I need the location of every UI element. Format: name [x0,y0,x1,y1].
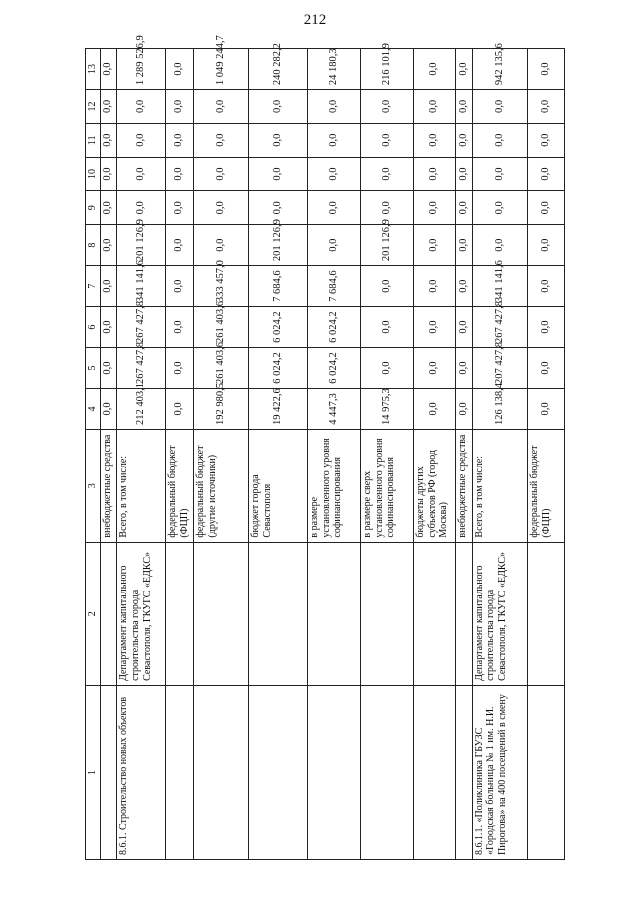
value-cell: 126 138,4 [472,389,527,430]
executor-cell [194,542,249,685]
executor-cell [249,542,307,685]
executor-cell [527,542,564,685]
value-cell: 0,0 [194,123,249,157]
funding-source-cell: федеральный бюджет (другие источники) [194,429,249,542]
value-cell: 0,0 [413,123,455,157]
object-name-cell [249,685,307,859]
value-cell: 333 457,0 [194,266,249,307]
value-cell: 0,0 [100,266,116,307]
budget-table [85,35,565,860]
executor-cell [100,542,116,685]
value-cell: 0,0 [413,157,455,191]
value-cell: 0,0 [413,266,455,307]
value-cell: 341 141,6 [472,266,527,307]
table-row [194,49,249,860]
funding-source-cell: в размере установленного уровня софинансирования [307,429,360,542]
value-cell: 0,0 [456,348,472,389]
value-cell: 0,0 [472,90,527,124]
value-cell: 0,0 [165,348,193,389]
value-cell: 0,0 [413,307,455,348]
value-cell: 0,0 [307,123,360,157]
value-cell: 261 403,6 [194,348,249,389]
executor-cell [307,542,360,685]
funding-source-cell: Всего, в том числе: [472,429,527,542]
value-cell: 0,0 [527,348,564,389]
value-cell: 0,0 [527,307,564,348]
table-row [100,49,116,860]
value-cell: 267 427,8 [117,348,166,389]
funding-source-cell: внебюджетные средства [100,429,116,542]
value-cell: 0,0 [100,348,116,389]
table-row [249,49,307,860]
value-cell: 7 684,6 [249,266,307,307]
column-header: 13 [86,49,101,90]
funding-source-cell: внебюджетные средства [456,429,472,542]
column-header: 9 [86,191,101,225]
value-cell: 207 427,8 [472,348,527,389]
value-cell: 0,0 [117,123,166,157]
object-name-cell: 8.6.1.1. «Поликлиника ГБУЗС «Городская больница № 1 им. Н.И. Пирогова» на 400 посещений в смену [472,685,527,859]
value-cell: 0,0 [117,157,166,191]
value-cell: 0,0 [360,90,413,124]
value-cell: 0,0 [249,157,307,191]
value-cell: 0,0 [307,90,360,124]
value-cell: 0,0 [165,90,193,124]
column-header: 12 [86,90,101,124]
column-header: 6 [86,307,101,348]
value-cell: 192 980,5 [194,389,249,430]
table-row [413,49,455,860]
value-cell: 942 135,6 [472,49,527,90]
value-cell: 0,0 [456,389,472,430]
value-cell: 0,0 [100,389,116,430]
value-cell: 0,0 [456,49,472,90]
column-header: 3 [86,429,101,542]
table-row [165,49,193,860]
value-cell: 0,0 [165,307,193,348]
value-cell: 0,0 [165,225,193,266]
value-cell: 0,0 [117,90,166,124]
column-header: 10 [86,157,101,191]
value-cell: 0,0 [249,90,307,124]
value-cell: 0,0 [194,191,249,225]
value-cell: 0,0 [360,191,413,225]
value-cell: 0,0 [413,348,455,389]
value-cell: 6 024,2 [307,348,360,389]
value-cell: 0,0 [472,123,527,157]
budget-table-sheet [85,35,565,860]
value-cell: 7 684,6 [307,266,360,307]
value-cell: 0,0 [100,225,116,266]
value-cell: 0,0 [527,266,564,307]
value-cell: 6 024,2 [249,307,307,348]
value-cell: 0,0 [100,307,116,348]
executor-cell [413,542,455,685]
value-cell: 0,0 [360,123,413,157]
value-cell: 0,0 [307,157,360,191]
value-cell: 216 101,9 [360,49,413,90]
value-cell: 0,0 [456,266,472,307]
funding-source-cell: Всего, в том числе: [117,429,166,542]
value-cell: 0,0 [527,49,564,90]
value-cell: 0,0 [456,157,472,191]
value-cell: 261 403,6 [194,307,249,348]
value-cell: 1 289 526,9 [117,49,166,90]
table-row [472,49,527,860]
value-cell: 0,0 [413,49,455,90]
table-row [307,49,360,860]
value-cell: 0,0 [527,123,564,157]
value-cell: 4 447,3 [307,389,360,430]
column-header: 7 [86,266,101,307]
value-cell: 0,0 [360,157,413,191]
value-cell: 267 427,8 [117,307,166,348]
value-cell: 0,0 [194,157,249,191]
value-cell: 0,0 [165,266,193,307]
value-cell: 0,0 [527,90,564,124]
column-header: 11 [86,123,101,157]
executor-cell: Департамент капитального строительства города Севастополя, ГКУГС «ЕДКС» [472,542,527,685]
value-cell: 0,0 [100,49,116,90]
value-cell: 0,0 [100,123,116,157]
header-row [86,49,101,860]
object-name-cell [165,685,193,859]
value-cell: 6 024,2 [249,348,307,389]
value-cell: 14 975,3 [360,389,413,430]
value-cell: 0,0 [360,348,413,389]
value-cell: 0,0 [165,157,193,191]
value-cell: 0,0 [456,90,472,124]
funding-source-cell: бюджет города Севастополя [249,429,307,542]
funding-source-cell: в размере сверх установленного уровня софинансирования [360,429,413,542]
value-cell: 0,0 [527,191,564,225]
value-cell: 201 126,9 [360,225,413,266]
value-cell: 0,0 [249,191,307,225]
value-cell: 6 024,2 [307,307,360,348]
value-cell: 0,0 [194,90,249,124]
executor-cell: Департамент капитального строительства города Севастополя, ГКУГС «ЕДКС» [117,542,166,685]
value-cell: 0,0 [360,307,413,348]
table-row [117,49,166,860]
value-cell: 0,0 [249,123,307,157]
value-cell: 0,0 [472,225,527,266]
object-name-cell [307,685,360,859]
value-cell: 0,0 [472,157,527,191]
value-cell: 0,0 [413,225,455,266]
object-name-cell [413,685,455,859]
value-cell: 0,0 [194,225,249,266]
value-cell: 0,0 [100,157,116,191]
value-cell: 0,0 [413,90,455,124]
value-cell: 212 403,1 [117,389,166,430]
object-name-cell [360,685,413,859]
value-cell: 0,0 [472,191,527,225]
table-row [456,49,472,860]
value-cell: 341 141,6 [117,266,166,307]
table-row [527,49,564,860]
funding-source-cell: федеральный бюджет (ФЦП) [165,429,193,542]
value-cell: 0,0 [527,157,564,191]
object-name-cell [194,685,249,859]
funding-source-cell: бюджеты других субъектов РФ (город Москва) [413,429,455,542]
executor-cell [360,542,413,685]
value-cell: 0,0 [100,90,116,124]
value-cell: 0,0 [456,123,472,157]
value-cell: 0,0 [527,389,564,430]
table-row [360,49,413,860]
value-cell: 19 422,6 [249,389,307,430]
table-body [100,35,564,860]
funding-source-cell: федеральный бюджет (ФЦП) [527,429,564,542]
object-name-cell [527,685,564,859]
value-cell: 0,0 [413,191,455,225]
value-cell: 0,0 [360,266,413,307]
value-cell: 0,0 [456,307,472,348]
executor-cell [165,542,193,685]
object-name-cell [456,685,472,859]
value-cell: 0,0 [165,191,193,225]
value-cell: 267 427,8 [472,307,527,348]
value-cell: 0,0 [307,225,360,266]
value-cell: 201 126,9 [249,225,307,266]
value-cell: 240 282,2 [249,49,307,90]
value-cell: 0,0 [456,191,472,225]
value-cell: 0,0 [413,389,455,430]
value-cell: 0,0 [165,49,193,90]
value-cell: 0,0 [307,191,360,225]
column-header: 8 [86,225,101,266]
executor-cell [456,542,472,685]
value-cell: 0,0 [117,191,166,225]
value-cell: 201 126,9 [117,225,166,266]
value-cell: 0,0 [456,225,472,266]
object-name-cell: 8.6.1. Строительство новых объектов [117,685,166,859]
value-cell: 1 049 244,7 [194,49,249,90]
value-cell: 0,0 [165,389,193,430]
column-header: 2 [86,542,101,685]
page-number: 212 [303,12,327,28]
value-cell: 0,0 [165,123,193,157]
column-header: 1 [86,685,101,859]
value-cell: 0,0 [100,191,116,225]
value-cell: 24 180,3 [307,49,360,90]
column-header: 4 [86,389,101,430]
column-header: 5 [86,348,101,389]
object-name-cell [100,685,116,859]
value-cell: 0,0 [527,225,564,266]
